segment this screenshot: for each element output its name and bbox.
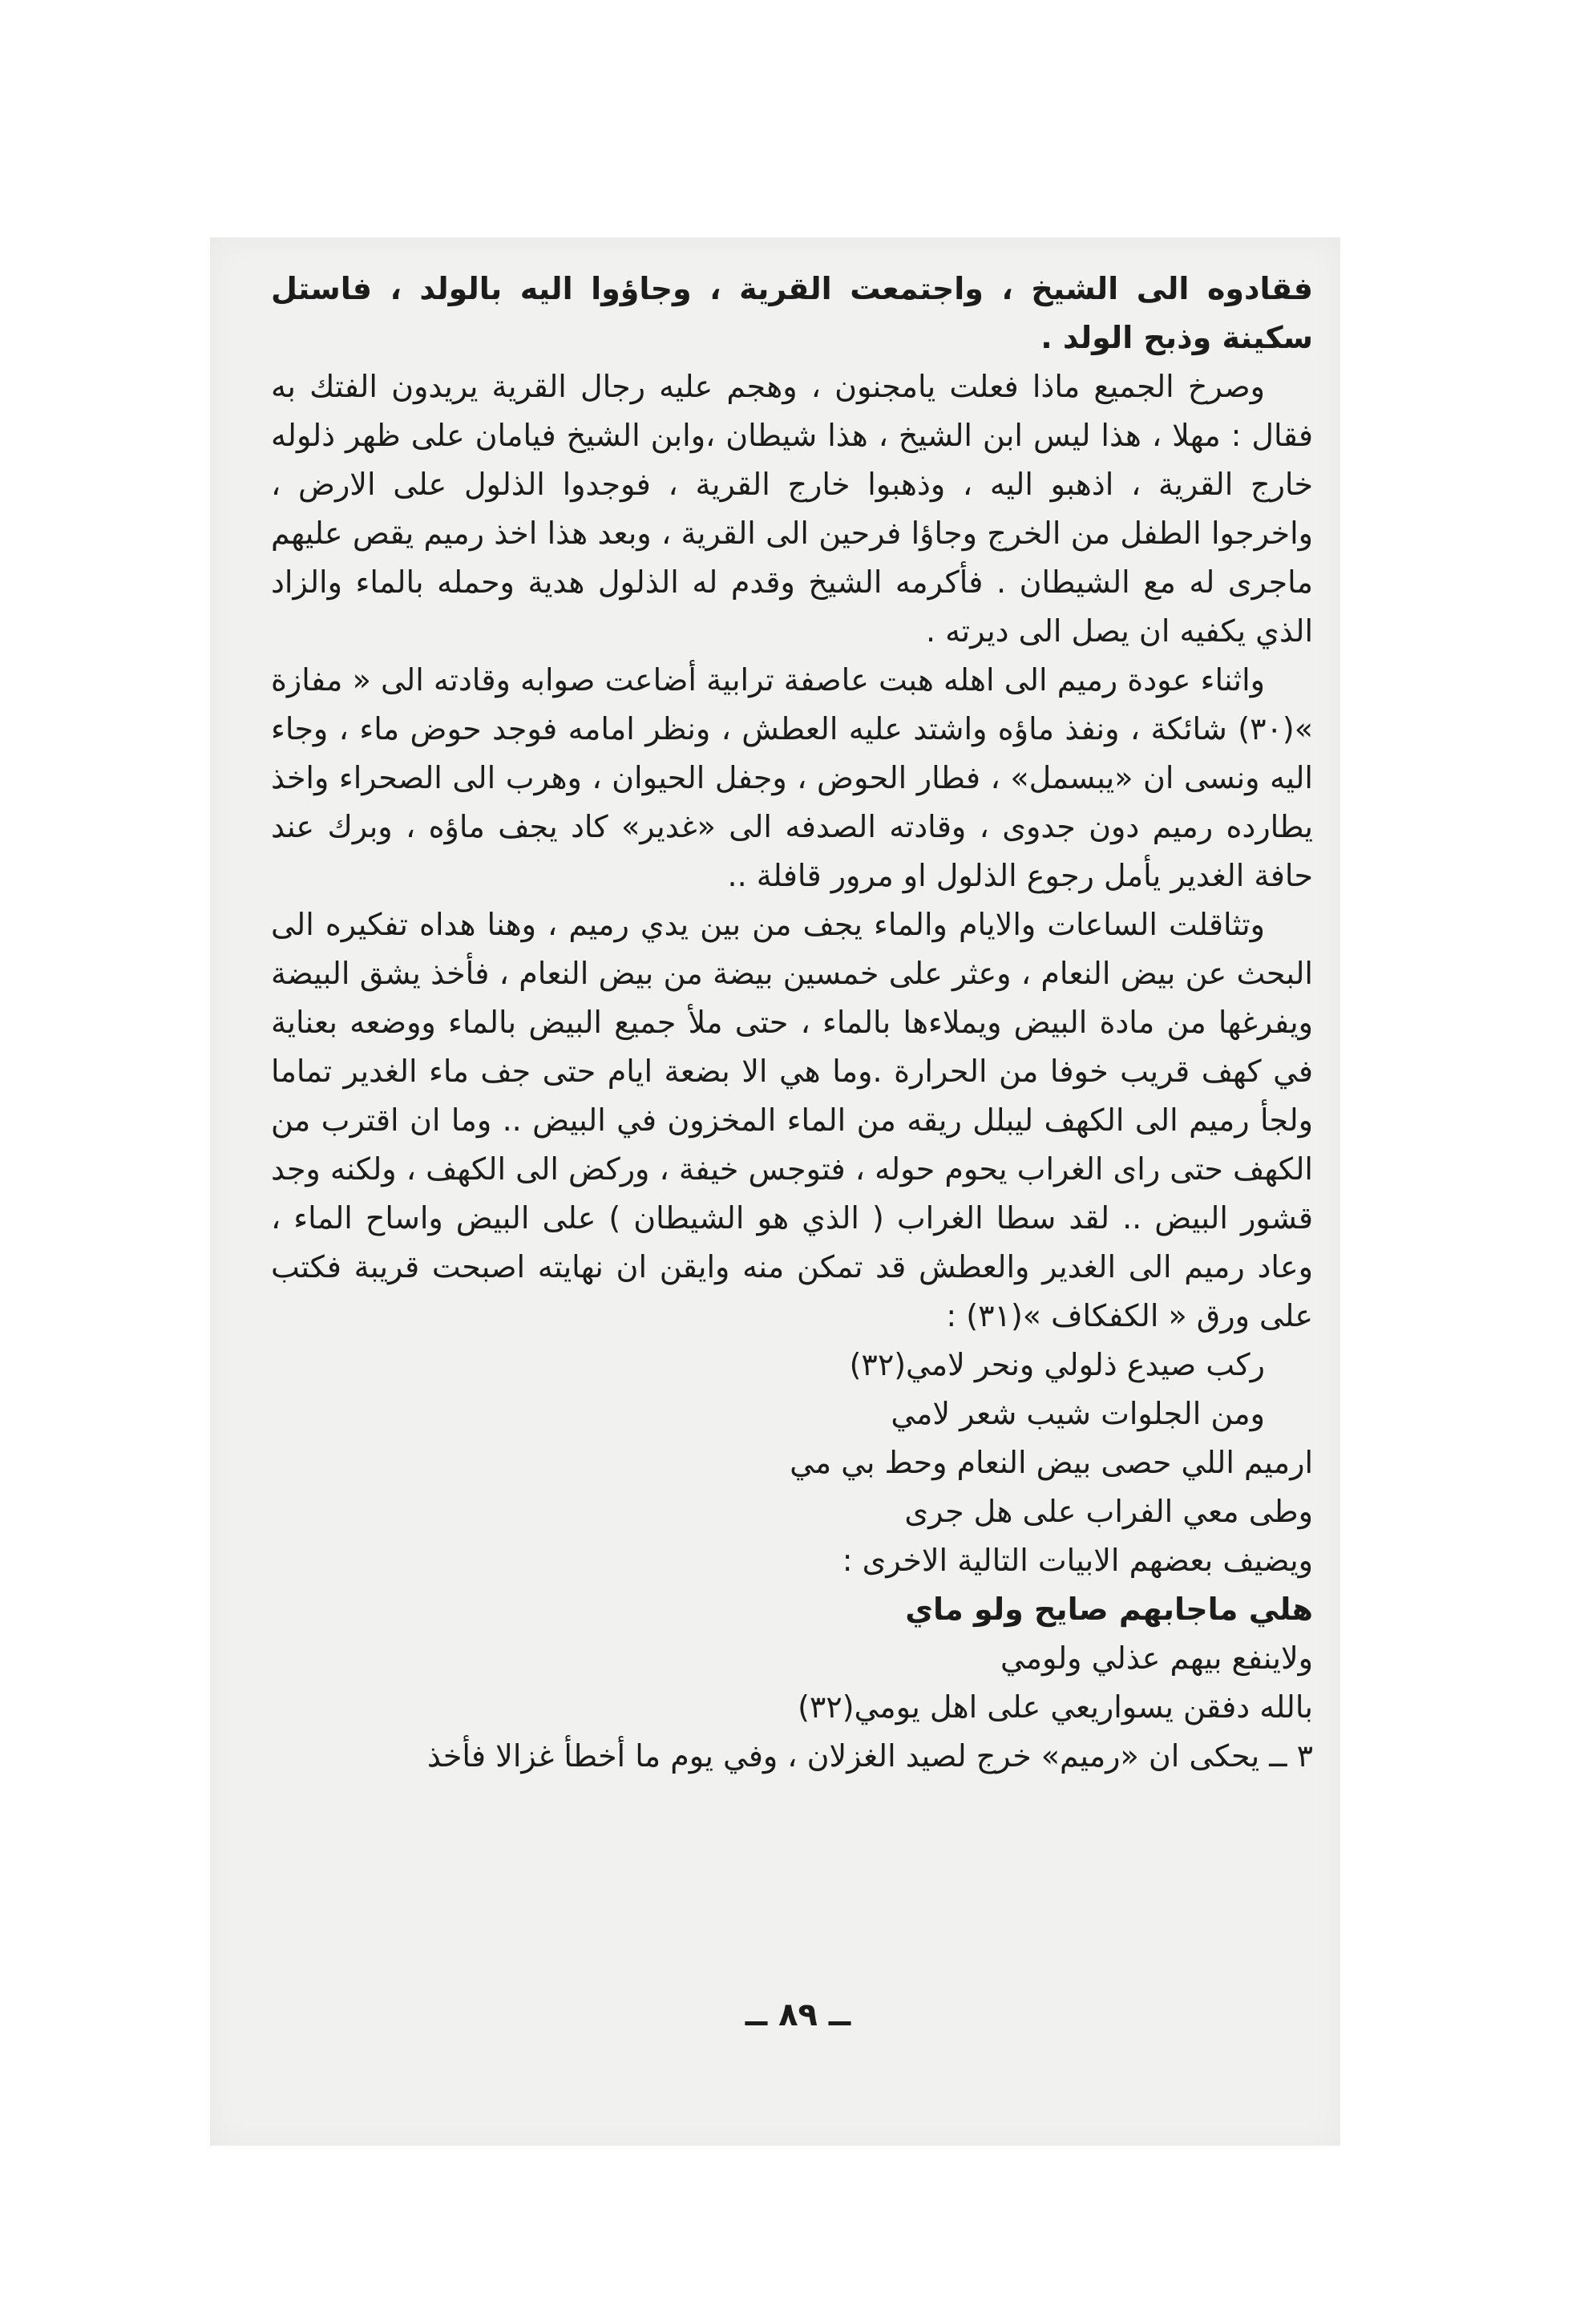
last-line: ٣ ــ يحكى ان «رميم» خرج لصيد الغزلان ، وفي يوم ما أخطأ غزالا فأخذ: [426, 1738, 1313, 1774]
paragraph-3: واثناء عودة رميم الى اهله هبت عاصفة ترابية أضاعت صوابه وقادته الى « مفازة »(٣٠) شائكة ، ونفذ ماؤه واشتد عليه العطش ، ونظر امامه فوجد حوض ماء ، وجاء اليه ونسى ان «يبسمل» ، فطار الحوض ، وجفل الحيوان ، وهرب الى الصحراء واخذ يطارده رميم دون جدوى ، وقادته الصدفه الى «غدير» كاد يجف ماؤه ، وبرك عند حافة الغدير يأمل رجوع الذلول او مرور قافلة ..: [271, 662, 1313, 893]
verse-line: بالله دفقن يسواريعي على اهل يومي(٣٢): [798, 1689, 1313, 1725]
paragraph-2: وصرخ الجميع ماذا فعلت يامجنون ، وهجم عليه رجال القرية يريدون الفتك به فقال : مهلا ، هذا ليس ابن الشيخ ، هذا شيطان ،وابن الشيخ فيامان على ظهر ذلوله خارج القرية ، اذهبو اليه ، وذهبوا خارج القرية ، فوجدوا الذلول على الارض ، واخرجوا الطفل من الخرج وجاؤا فرحين الى القرية ، وبعد هذا اخذ رميم يقص عليهم ماجرى له مع الشيطان . فأكرمه الشيخ وقدم له الذلول هدية وحمله بالماء والزاد الذي يكفيه ان يصل الى ديرته .: [271, 369, 1313, 649]
page-number: ــ ٨٩ ــ: [745, 1996, 851, 2033]
verse-line: وطى معي الفراب على هل جرى: [904, 1494, 1313, 1529]
poem-verses-1: [271, 1341, 1313, 1536]
addition-line: ويضيف بعضهم الابيات التالية الاخرى :: [842, 1543, 1313, 1578]
verse-line: ولاينفع بيهم عذلي ولومي: [1000, 1640, 1313, 1676]
verse-line: هلي ماجابهم صايح ولو ماي: [905, 1592, 1313, 1627]
body-text: [271, 265, 1313, 1781]
verse-line: ارميم اللي حصى بيض النعام وحط بي مي: [790, 1445, 1313, 1480]
verse-line: ومن الجلوات شيب شعر لامي: [891, 1396, 1265, 1431]
paragraph-4: وتثاقلت الساعات والايام والماء يجف من بين يدي رميم ، وهنا هداه تفكيره الى البحث عن بيض النعام ، وعثر على خمسين بيضة من بيض النعام ، فأخذ يشق البيضة ويفرغها من مادة البيض ويملاءها بالماء ، حتى ملأ جميع البيض بالماء ووضعه بعناية في كهف قريب خوفا من الحرارة .وما هي الا بضعة ايام حتى جف ماء الغدير تماما ولجأ رميم الى الكهف ليبلل ريقه من الماء المخزون في البيض .. وما ان اقترب من الكهف حتى راى الغراب يحوم حوله ، فتوجس خيفة ، وركض الى الكهف ، ولكنه وجد قشور البيض .. لقد سطا الغراب ( الذي هو الشيطان ) على البيض واساح الماء ، وعاد رميم الى الغدير والعطش قد تمكن منه وايقن ان نهايته اصبحت قريبة فكتب على ورق « الكفكاف »(٣١) :: [271, 907, 1313, 1333]
paragraph-1: فقادوه الى الشيخ ، واجتمعت القرية ، وجاؤوا اليه بالولد ، فاستل سكينة وذبح الولد .: [271, 271, 1313, 355]
poem-verses-2: [271, 1585, 1313, 1732]
verse-line: ركب صيدع ذلولي ونحر لامي(٣٢): [849, 1347, 1265, 1382]
